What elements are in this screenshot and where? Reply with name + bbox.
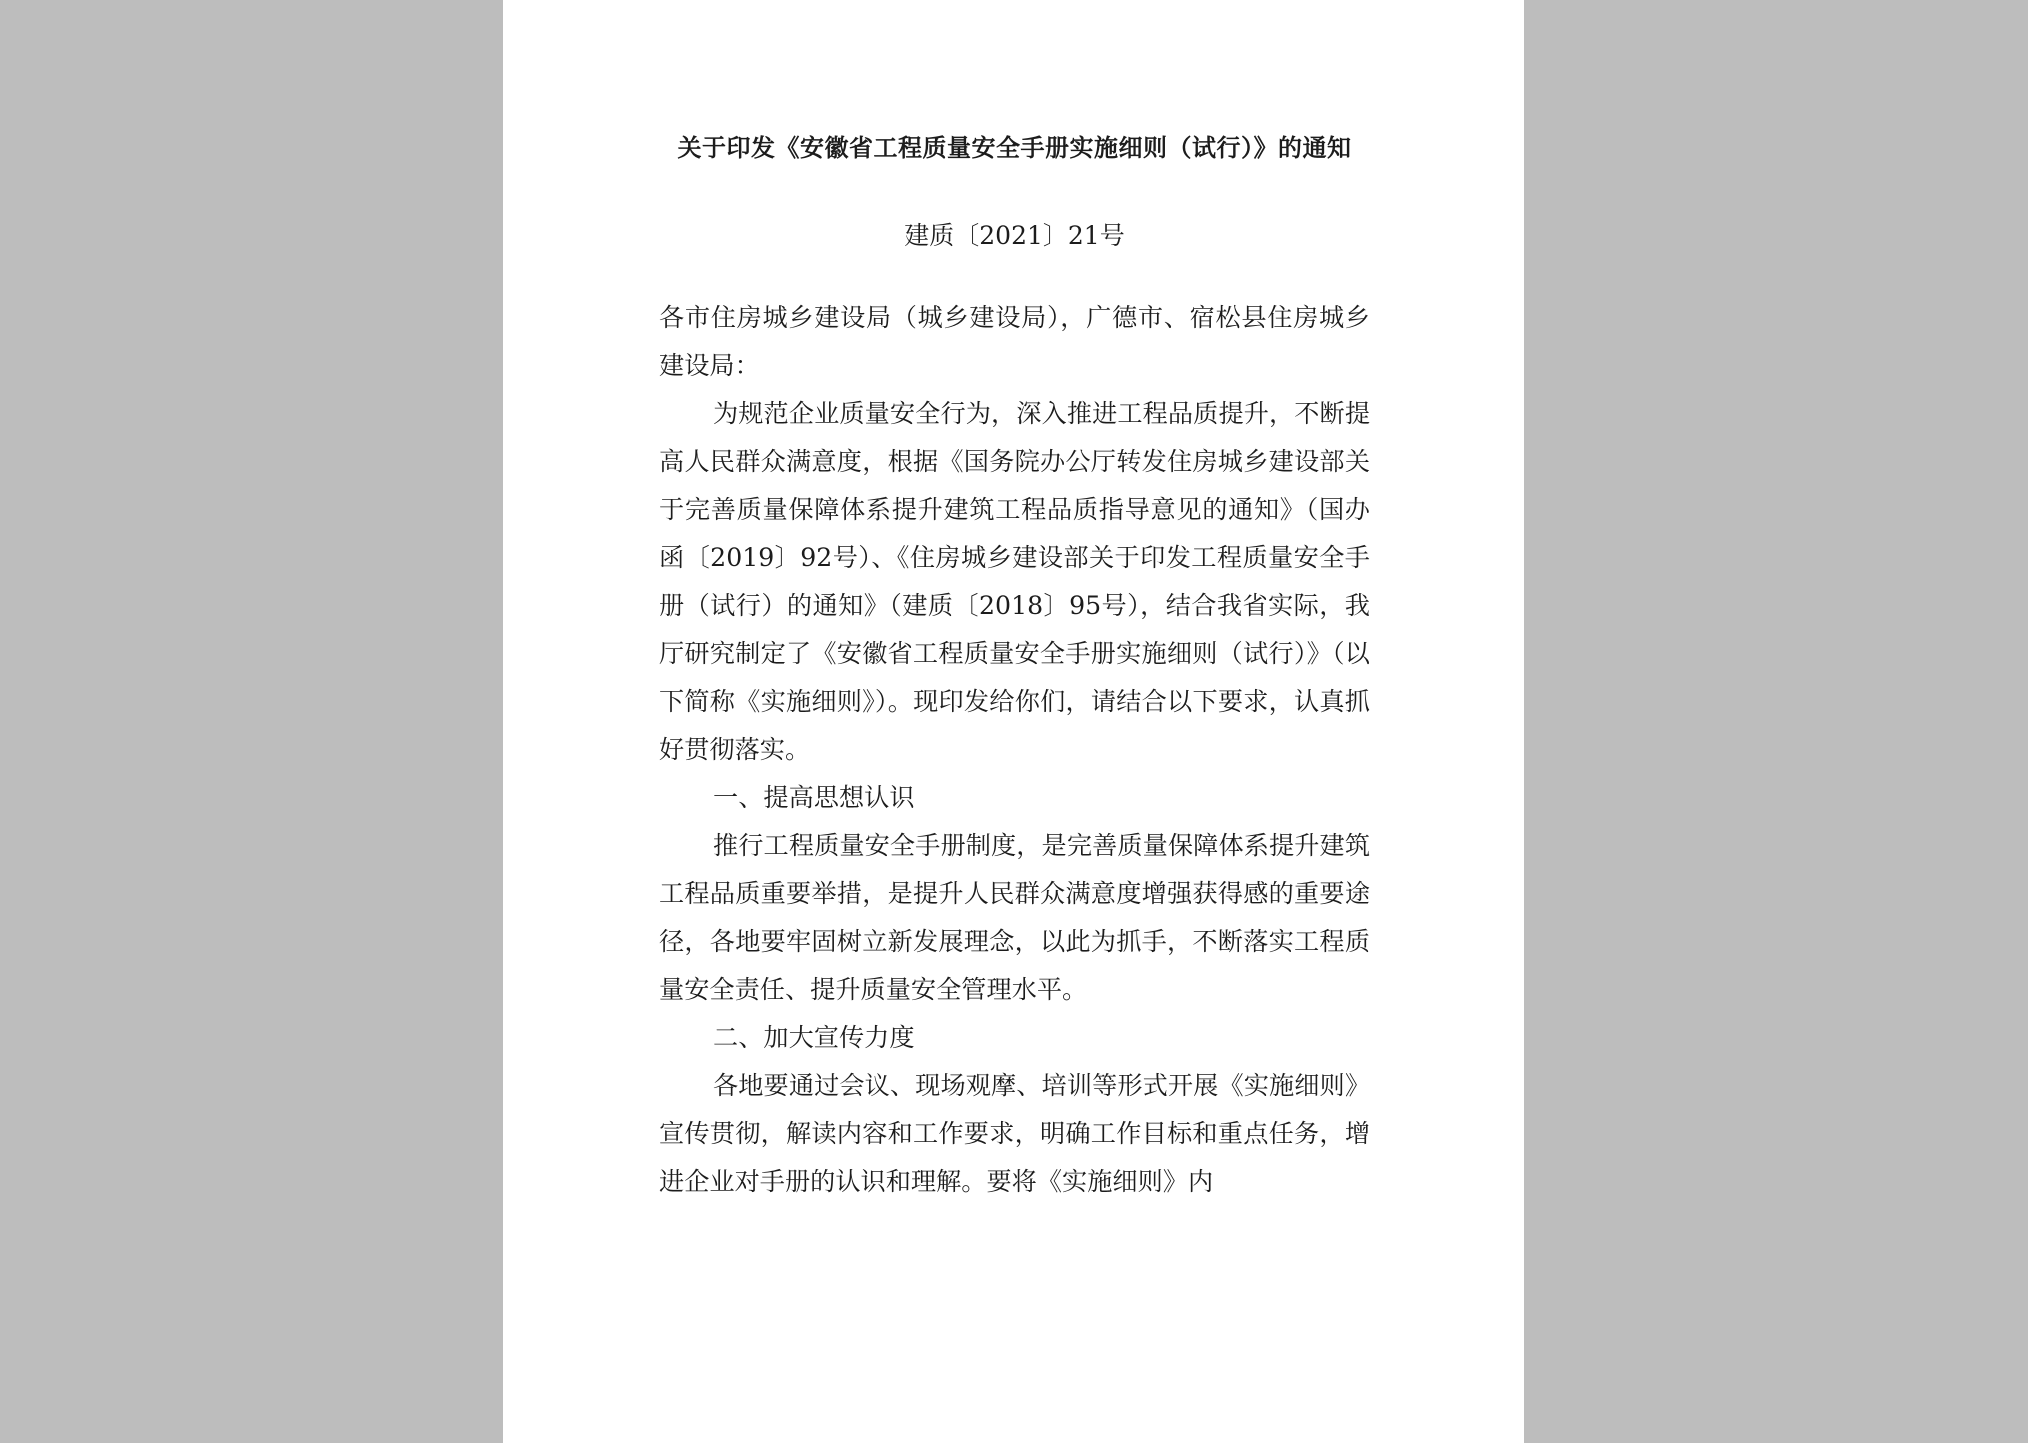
document-page (503, 0, 1524, 1443)
section-heading-2: 二、加大宣传力度 (713, 1023, 915, 1052)
body-paragraph-intro: 为规范企业质量安全行为，深入推进工程品质提升，不断提高人民群众满意度，根据《国务院办公厅转发住房城乡建设部关于完善质量保障体系提升建筑工程品质指导意见的通知》（国办函〔2019〕92号）、《住房城乡建设部关于印发工程质量安全手册（试行）的通知》（建质〔2018〕95号），结合我省实际，我厅研究制定了《安徽省工程质量安全手册实施细则（试行）》（以下简称《实施细则》）。现印发给你们，请结合以下要求，认真抓好贯彻落实。 (659, 399, 1370, 764)
document-title: 关于印发《安徽省工程质量安全手册实施细则（试行）》的通知 (677, 134, 1352, 162)
section-heading-1: 一、提高思想认识 (713, 783, 915, 812)
body-paragraph-section-1: 推行工程质量安全手册制度，是完善质量保障体系提升建筑工程品质重要举措，是提升人民群众满意度增强获得感的重要途径，各地要牢固树立新发展理念，以此为抓手，不断落实工程质量安全责任、提升质量安全管理水平。 (659, 831, 1370, 1004)
document-number: 建质〔2021〕21号 (904, 221, 1125, 250)
addressee: 各市住房城乡建设局（城乡建设局），广德市、宿松县住房城乡建设局： (659, 303, 1370, 380)
body-paragraph-section-2: 各地要通过会议、现场观摩、培训等形式开展《实施细则》宣传贯彻，解读内容和工作要求，明确工作目标和重点任务，增进企业对手册的认识和理解。要将《实施细则》内 (659, 1071, 1370, 1196)
page-content (659, 124, 1370, 1206)
